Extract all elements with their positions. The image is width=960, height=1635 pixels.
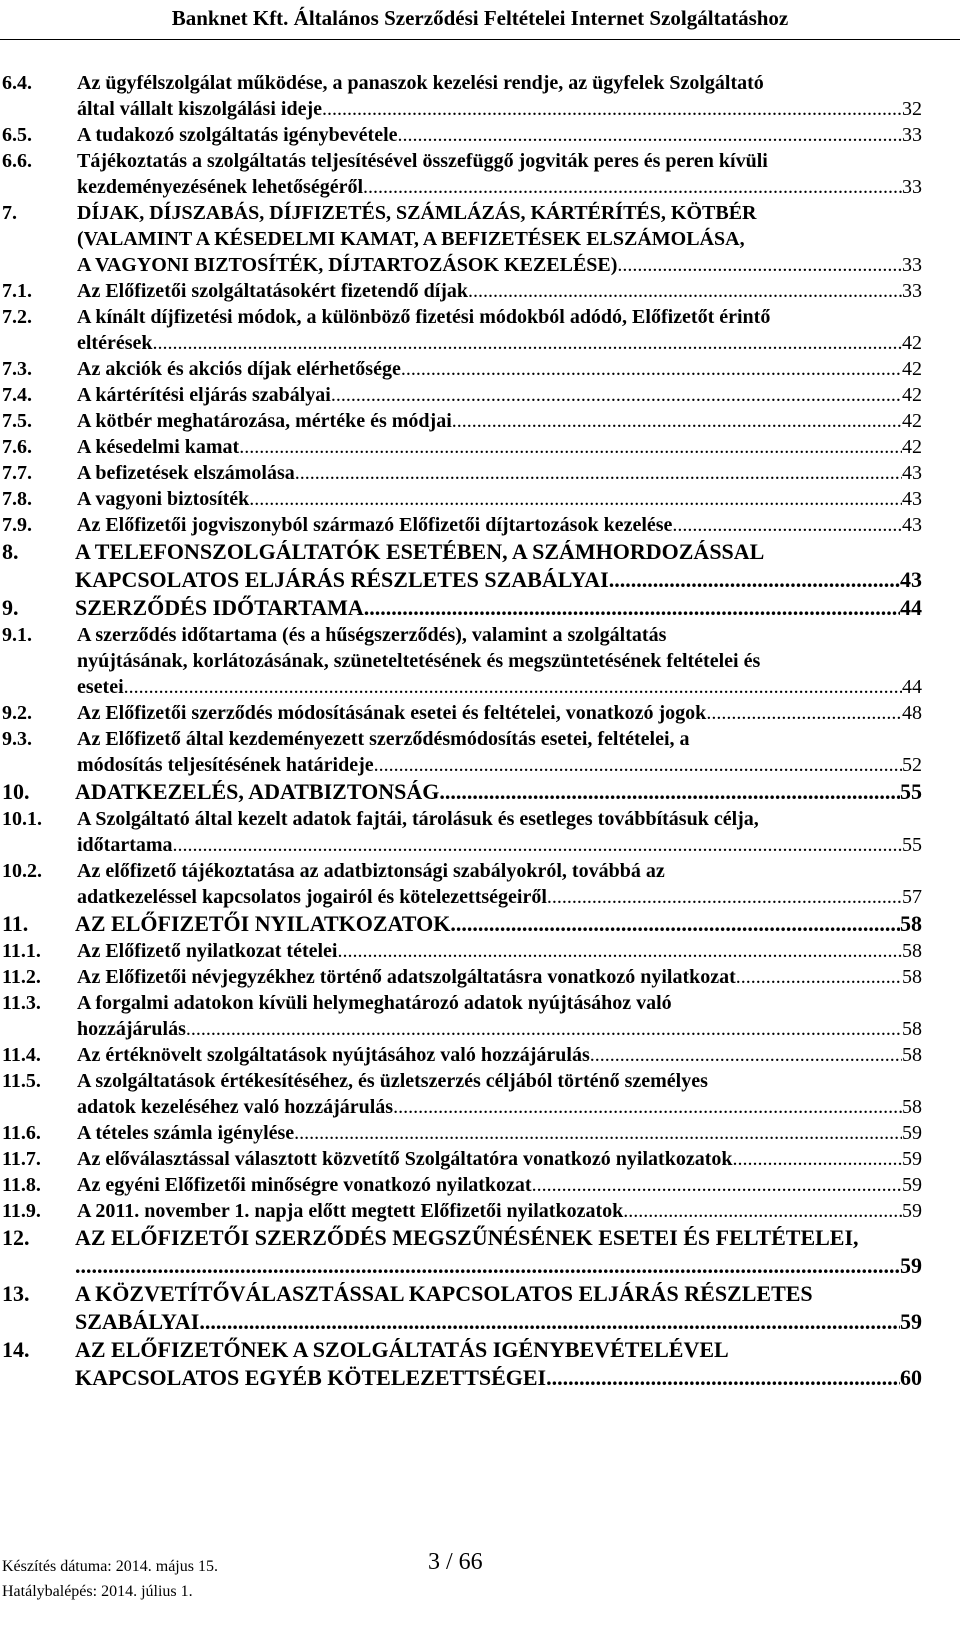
toc-entry-number: 11.9. <box>2 1200 41 1222</box>
toc-entry-number: 11.4. <box>2 1044 41 1066</box>
toc-dot-leader <box>450 910 900 938</box>
toc-entry-page: 33 <box>902 176 922 198</box>
toc-entry-title-line: által vállalt kiszolgálási ideje <box>77 98 322 120</box>
footer-created-date: Készítés dátuma: 2014. május 15. <box>2 1558 218 1575</box>
toc-entry-last-line <box>77 832 922 858</box>
toc-entry[interactable] <box>0 1336 960 1392</box>
toc-entry-last-line <box>77 382 922 408</box>
toc-entry-last-line <box>77 964 922 990</box>
toc-entry-title-line: kezdeményezésének lehetőségéről <box>77 176 364 198</box>
toc-entry-last-line <box>77 1042 922 1068</box>
toc-entry-number: 10.1. <box>2 808 42 830</box>
toc-entry-last-line <box>75 1308 922 1336</box>
toc-entry[interactable] <box>0 726 960 778</box>
toc-entry-last-line <box>77 408 922 434</box>
toc-entry-title-line: Az Előfizetői jogviszonyból származó Előfizetői díjtartozások kezelése <box>77 514 673 536</box>
toc-entry-title-line: esetei <box>77 676 124 698</box>
toc-entry-title-line: Az előválasztással választott közvetítő Szolgáltatóra vonatkozó nyilatkozatok <box>77 1148 733 1170</box>
toc-dot-leader <box>295 460 902 486</box>
toc-entry-last-line <box>77 938 922 964</box>
toc-entry-number: 7.3. <box>2 358 32 380</box>
toc-entry-last-line <box>77 884 922 910</box>
toc-dot-leader <box>623 1198 902 1224</box>
toc-entry-number: 11.6. <box>2 1122 41 1144</box>
toc-dot-leader <box>124 674 902 700</box>
toc-dot-leader <box>173 832 902 858</box>
toc-dot-leader <box>393 1094 902 1120</box>
toc-entry[interactable] <box>0 778 960 806</box>
toc-entry-page: 58 <box>902 1018 922 1040</box>
toc-dot-leader <box>186 1016 902 1042</box>
toc-entry-page: 44 <box>900 595 922 620</box>
toc-entry-title-line: SZABÁLYAI <box>75 1309 200 1334</box>
toc-entry-page: 42 <box>902 410 922 432</box>
toc-entry-last-line <box>77 122 922 148</box>
toc-entry-number: 6.4. <box>2 72 32 94</box>
table-of-contents <box>0 70 960 1392</box>
toc-entry[interactable] <box>0 434 960 460</box>
toc-entry-title-line: Az Előfizetői névjegyzékhez történő adatszolgáltatásra vonatkozó nyilatkozat <box>77 966 736 988</box>
toc-entry-last-line <box>77 674 922 700</box>
toc-entry-title-line: A Szolgáltató által kezelt adatok fajtái, tárolásuk és esetleges továbbításuk célja, <box>77 808 759 830</box>
toc-dot-leader <box>617 252 902 278</box>
toc-entry[interactable] <box>0 858 960 910</box>
toc-entry-title-line: A vagyoni biztosíték <box>77 488 250 510</box>
toc-entry-last-line <box>77 330 922 356</box>
toc-dot-leader <box>452 408 902 434</box>
toc-entry-number: 10. <box>2 779 30 804</box>
toc-entry-last-line <box>77 1172 922 1198</box>
toc-entry[interactable] <box>0 460 960 486</box>
toc-entry-number: 7.2. <box>2 306 32 328</box>
toc-entry-last-line <box>77 1016 922 1042</box>
toc-entry-title-line: Az értéknövelt szolgáltatások nyújtásához való hozzájárulás <box>77 1044 590 1066</box>
toc-dot-leader <box>609 566 900 594</box>
toc-dot-leader <box>75 1252 900 1280</box>
toc-dot-leader <box>732 1146 902 1172</box>
toc-entry-title-line: Az Előfizetői szolgáltatásokért fizetendő díjak <box>77 280 469 302</box>
toc-entry-page: 32 <box>902 98 922 120</box>
toc-entry-page: 58 <box>902 940 922 962</box>
toc-entry-title-line: (VALAMINT A KÉSEDELMI KAMAT, A BEFIZETÉSEK ELSZÁMOLÁSA, <box>77 228 745 250</box>
toc-entry-title-line: Az előfizető tájékoztatása az adatbiztonsági szabályokról, továbbá az <box>77 860 665 882</box>
toc-entry-page: 58 <box>900 911 922 936</box>
toc-entry[interactable] <box>0 938 960 964</box>
toc-entry-title-line: A tételes számla igénylése <box>77 1122 295 1144</box>
toc-entry-last-line <box>75 910 922 938</box>
toc-entry-page: 44 <box>902 676 922 698</box>
toc-dot-leader <box>401 356 902 382</box>
toc-entry-title-line: hozzájárulás <box>77 1018 186 1040</box>
toc-dot-leader <box>322 96 902 122</box>
toc-entry[interactable] <box>0 1120 960 1146</box>
toc-entry-last-line <box>77 1120 922 1146</box>
toc-entry-number: 7.8. <box>2 488 32 510</box>
toc-entry-page: 59 <box>900 1253 922 1278</box>
toc-entry[interactable] <box>0 382 960 408</box>
toc-entry-title-line: A forgalmi adatokon kívüli helymeghatározó adatok nyújtásához való <box>77 992 672 1014</box>
toc-entry[interactable] <box>0 486 960 512</box>
toc-dot-leader <box>363 174 902 200</box>
toc-entry-title-line: A befizetések elszámolása <box>77 462 295 484</box>
toc-entry-number: 11.8. <box>2 1174 41 1196</box>
toc-entry[interactable] <box>0 356 960 382</box>
toc-entry-page: 48 <box>902 702 922 724</box>
toc-entry-title-line: Tájékoztatás a szolgáltatás teljesítésével összefüggő jogviták peres és peren kívüli <box>77 150 768 172</box>
toc-entry-page: 57 <box>902 886 922 908</box>
toc-dot-leader <box>337 938 902 964</box>
toc-dot-leader <box>249 486 902 512</box>
toc-entry-page: 58 <box>902 1044 922 1066</box>
toc-dot-leader <box>374 752 902 778</box>
toc-entry-number: 7.1. <box>2 280 32 302</box>
toc-entry-title-line: A 2011. november 1. napja előtt megtett Előfizetői nyilatkozatok <box>77 1200 624 1222</box>
toc-entry-page: 42 <box>902 436 922 458</box>
toc-entry-last-line <box>77 356 922 382</box>
toc-entry-last-line <box>77 752 922 778</box>
document-header: Banknet Kft. Általános Szerződési Feltételei Internet Szolgáltatáshoz <box>171 6 789 30</box>
toc-dot-leader <box>364 594 900 622</box>
toc-entry-last-line <box>77 278 922 304</box>
toc-entry-number: 9. <box>2 595 19 620</box>
toc-entry-page: 43 <box>902 462 922 484</box>
toc-entry-number: 7. <box>2 202 17 224</box>
toc-entry-page: 43 <box>902 488 922 510</box>
toc-entry-page: 58 <box>902 1096 922 1118</box>
toc-entry-last-line <box>75 566 922 594</box>
toc-entry-number: 9.2. <box>2 702 32 724</box>
toc-entry-number: 7.6. <box>2 436 32 458</box>
toc-entry-page: 59 <box>902 1174 922 1196</box>
toc-entry-title-line: A késedelmi kamat <box>77 436 240 458</box>
toc-entry[interactable] <box>0 200 960 278</box>
toc-entry-page: 33 <box>902 254 922 276</box>
toc-entry-title-line: Az egyéni Előfizetői minőségre vonatkozó nyilatkozat <box>77 1174 532 1196</box>
toc-entry-title-line: Az ügyfélszolgálat működése, a panaszok kezelési rendje, az ügyfelek Szolgáltató <box>77 72 764 94</box>
toc-dot-leader <box>398 122 902 148</box>
toc-entry-title-line: Az akciók és akciós díjak elérhetősége <box>77 358 401 380</box>
toc-entry-title-line: KAPCSOLATOS EGYÉB KÖTELEZETTSÉGEI <box>75 1365 547 1390</box>
toc-entry-number: 11.5. <box>2 1070 41 1092</box>
toc-entry-title-line: A tudakozó szolgáltatás igénybevétele <box>77 124 398 146</box>
toc-entry-last-line <box>77 174 922 200</box>
toc-entry-title-line: A TELEFONSZOLGÁLTATÓK ESETÉBEN, A SZÁMHORDOZÁSSAL <box>75 539 765 564</box>
toc-entry-number: 11.2. <box>2 966 41 988</box>
toc-entry[interactable] <box>0 122 960 148</box>
toc-dot-leader <box>590 1042 902 1068</box>
toc-entry[interactable] <box>0 304 960 356</box>
toc-dot-leader <box>239 434 902 460</box>
toc-entry-page: 58 <box>902 966 922 988</box>
toc-entry[interactable] <box>0 1172 960 1198</box>
toc-entry-number: 7.7. <box>2 462 32 484</box>
toc-entry-page: 59 <box>902 1122 922 1144</box>
footer-effective-date: Hatálybalépés: 2014. július 1. <box>2 1583 193 1600</box>
toc-entry-title-line: AZ ELŐFIZETŐI NYILATKOZATOK <box>75 911 451 936</box>
toc-entry-number: 7.4. <box>2 384 32 406</box>
toc-entry-page: 59 <box>900 1309 922 1334</box>
toc-entry[interactable] <box>0 512 960 538</box>
toc-entry-title-line: eltérések <box>77 332 153 354</box>
toc-entry[interactable] <box>0 594 960 622</box>
toc-entry-number: 11.3. <box>2 992 41 1014</box>
toc-entry-title-line: A szerződés időtartama (és a hűségszerződés), valamint a szolgáltatás <box>77 624 667 646</box>
toc-entry-last-line <box>77 434 922 460</box>
toc-entry-number: 7.5. <box>2 410 32 432</box>
toc-dot-leader <box>672 512 902 538</box>
toc-entry[interactable] <box>0 278 960 304</box>
toc-entry[interactable] <box>0 538 960 594</box>
toc-dot-leader <box>331 382 902 408</box>
toc-dot-leader <box>532 1172 902 1198</box>
toc-entry-last-line <box>77 512 922 538</box>
toc-dot-leader <box>199 1308 900 1336</box>
toc-entry-page: 33 <box>902 124 922 146</box>
toc-entry-page: 55 <box>900 779 922 804</box>
toc-entry-page: 60 <box>900 1365 922 1390</box>
toc-entry[interactable] <box>0 622 960 700</box>
toc-entry[interactable] <box>0 1280 960 1336</box>
toc-entry-page: 42 <box>902 332 922 354</box>
toc-entry[interactable] <box>0 990 960 1042</box>
toc-entry-number: 7.9. <box>2 514 32 536</box>
toc-dot-leader <box>546 1364 900 1392</box>
toc-entry-number: 8. <box>2 539 19 564</box>
toc-entry-page: 43 <box>900 567 922 592</box>
toc-entry-title-line: DÍJAK, DÍJSZABÁS, DÍJFIZETÉS, SZÁMLÁZÁS, KÁRTÉRÍTÉS, KÖTBÉR <box>77 202 757 224</box>
toc-entry-page: 59 <box>902 1148 922 1170</box>
toc-entry-number: 11.7. <box>2 1148 41 1170</box>
toc-entry-title-line: ADATKEZELÉS, ADATBIZTONSÁG <box>75 779 440 804</box>
toc-entry[interactable] <box>0 1198 960 1224</box>
footer-page-number: 3 / 66 <box>428 1549 483 1575</box>
toc-entry-title-line: AZ ELŐFIZETŐI SZERZŐDÉS MEGSZŰNÉSÉNEK ESETEI ÉS FELTÉTELEI, <box>75 1225 859 1250</box>
toc-entry-last-line <box>77 1094 922 1120</box>
toc-entry[interactable] <box>0 70 960 122</box>
toc-entry-number: 11.1. <box>2 940 41 962</box>
toc-entry-last-line <box>77 460 922 486</box>
toc-entry-page: 52 <box>902 754 922 776</box>
toc-entry-title-line: A kártérítési eljárás szabályai <box>77 384 331 406</box>
toc-entry[interactable] <box>0 148 960 200</box>
toc-dot-leader <box>439 778 900 806</box>
toc-entry-number: 10.2. <box>2 860 42 882</box>
toc-entry[interactable] <box>0 910 960 938</box>
toc-entry-title-line: A szolgáltatások értékesítéséhez, és üzletszerzés céljából történő személyes <box>77 1070 708 1092</box>
toc-entry-page: 42 <box>902 384 922 406</box>
toc-entry-last-line <box>77 486 922 512</box>
toc-dot-leader <box>468 278 902 304</box>
toc-entry[interactable] <box>0 1224 960 1280</box>
toc-entry-title-line: A kötbér meghatározása, mértéke és módjai <box>77 410 452 432</box>
toc-entry-number: 12. <box>2 1225 30 1250</box>
toc-entry-page: 59 <box>902 1200 922 1222</box>
toc-entry-page: 55 <box>902 834 922 856</box>
toc-entry-page: 43 <box>902 514 922 536</box>
toc-dot-leader <box>736 964 902 990</box>
toc-entry-title-line: A VAGYONI BIZTOSÍTÉK, DÍJTARTOZÁSOK KEZELÉSE) <box>77 254 618 276</box>
header-rule <box>0 39 960 40</box>
toc-entry-last-line <box>75 1252 922 1280</box>
toc-entry-number: 9.1. <box>2 624 32 646</box>
toc-dot-leader <box>153 330 902 356</box>
toc-entry-title-line: adatok kezeléséhez való hozzájárulás <box>77 1096 394 1118</box>
toc-entry-title-line: A KÖZVETÍTŐVÁLASZTÁSSAL KAPCSOLATOS ELJÁRÁS RÉSZLETES <box>75 1281 813 1306</box>
toc-entry[interactable] <box>0 408 960 434</box>
toc-entry-number: 6.5. <box>2 124 32 146</box>
toc-entry-title-line: nyújtásának, korlátozásának, szüneteltetésének és megszüntetésének feltételei és <box>77 650 761 672</box>
toc-entry-title-line: Az Előfizető nyilatkozat tételei <box>77 940 338 962</box>
toc-entry-title-line: A kínált díjfizetési módok, a különböző fizetési módokból adódó, Előfizetőt érintő <box>77 306 771 328</box>
toc-entry-title-line: Az Előfizető által kezdeményezett szerződésmódosítás esetei, feltételei, a <box>77 728 690 750</box>
toc-dot-leader <box>706 700 902 726</box>
toc-entry-title-line: adatkezeléssel kapcsolatos jogairól és kötelezettségeiről <box>77 886 547 908</box>
toc-dot-leader <box>547 884 902 910</box>
toc-entry-last-line <box>77 700 922 726</box>
toc-entry-last-line <box>75 778 922 806</box>
toc-entry-page: 33 <box>902 280 922 302</box>
toc-entry-number: 11. <box>2 911 29 936</box>
toc-entry-last-line <box>75 1364 922 1392</box>
toc-entry-title-line: Az Előfizetői szerződés módosításának esetei és feltételei, vonatkozó jogok <box>77 702 707 724</box>
toc-entry[interactable] <box>0 806 960 858</box>
toc-entry-title-line: SZERZŐDÉS IDŐTARTAMA <box>75 595 364 620</box>
toc-entry[interactable] <box>0 964 960 990</box>
toc-entry[interactable] <box>0 1042 960 1068</box>
toc-entry-last-line <box>77 96 922 122</box>
toc-entry[interactable] <box>0 1068 960 1120</box>
toc-entry-number: 14. <box>2 1337 30 1362</box>
toc-entry-title-line: módosítás teljesítésének határideje <box>77 754 374 776</box>
footer-dates <box>2 1554 218 1604</box>
toc-entry-title-line: AZ ELŐFIZETŐNEK A SZOLGÁLTATÁS IGÉNYBEVÉTELÉVEL <box>75 1337 729 1362</box>
toc-entry-last-line <box>77 1146 922 1172</box>
toc-entry[interactable] <box>0 1146 960 1172</box>
toc-entry-last-line <box>75 594 922 622</box>
toc-entry-number: 9.3. <box>2 728 32 750</box>
toc-entry-number: 13. <box>2 1281 30 1306</box>
toc-dot-leader <box>294 1120 902 1146</box>
toc-entry-title-line: időtartama <box>77 834 173 856</box>
toc-entry-title-line: KAPCSOLATOS ELJÁRÁS RÉSZLETES SZABÁLYAI <box>75 567 609 592</box>
toc-entry-page: 42 <box>902 358 922 380</box>
toc-entry-last-line <box>77 1198 922 1224</box>
toc-entry[interactable] <box>0 700 960 726</box>
toc-entry-number: 6.6. <box>2 150 32 172</box>
toc-entry-last-line <box>77 252 922 278</box>
